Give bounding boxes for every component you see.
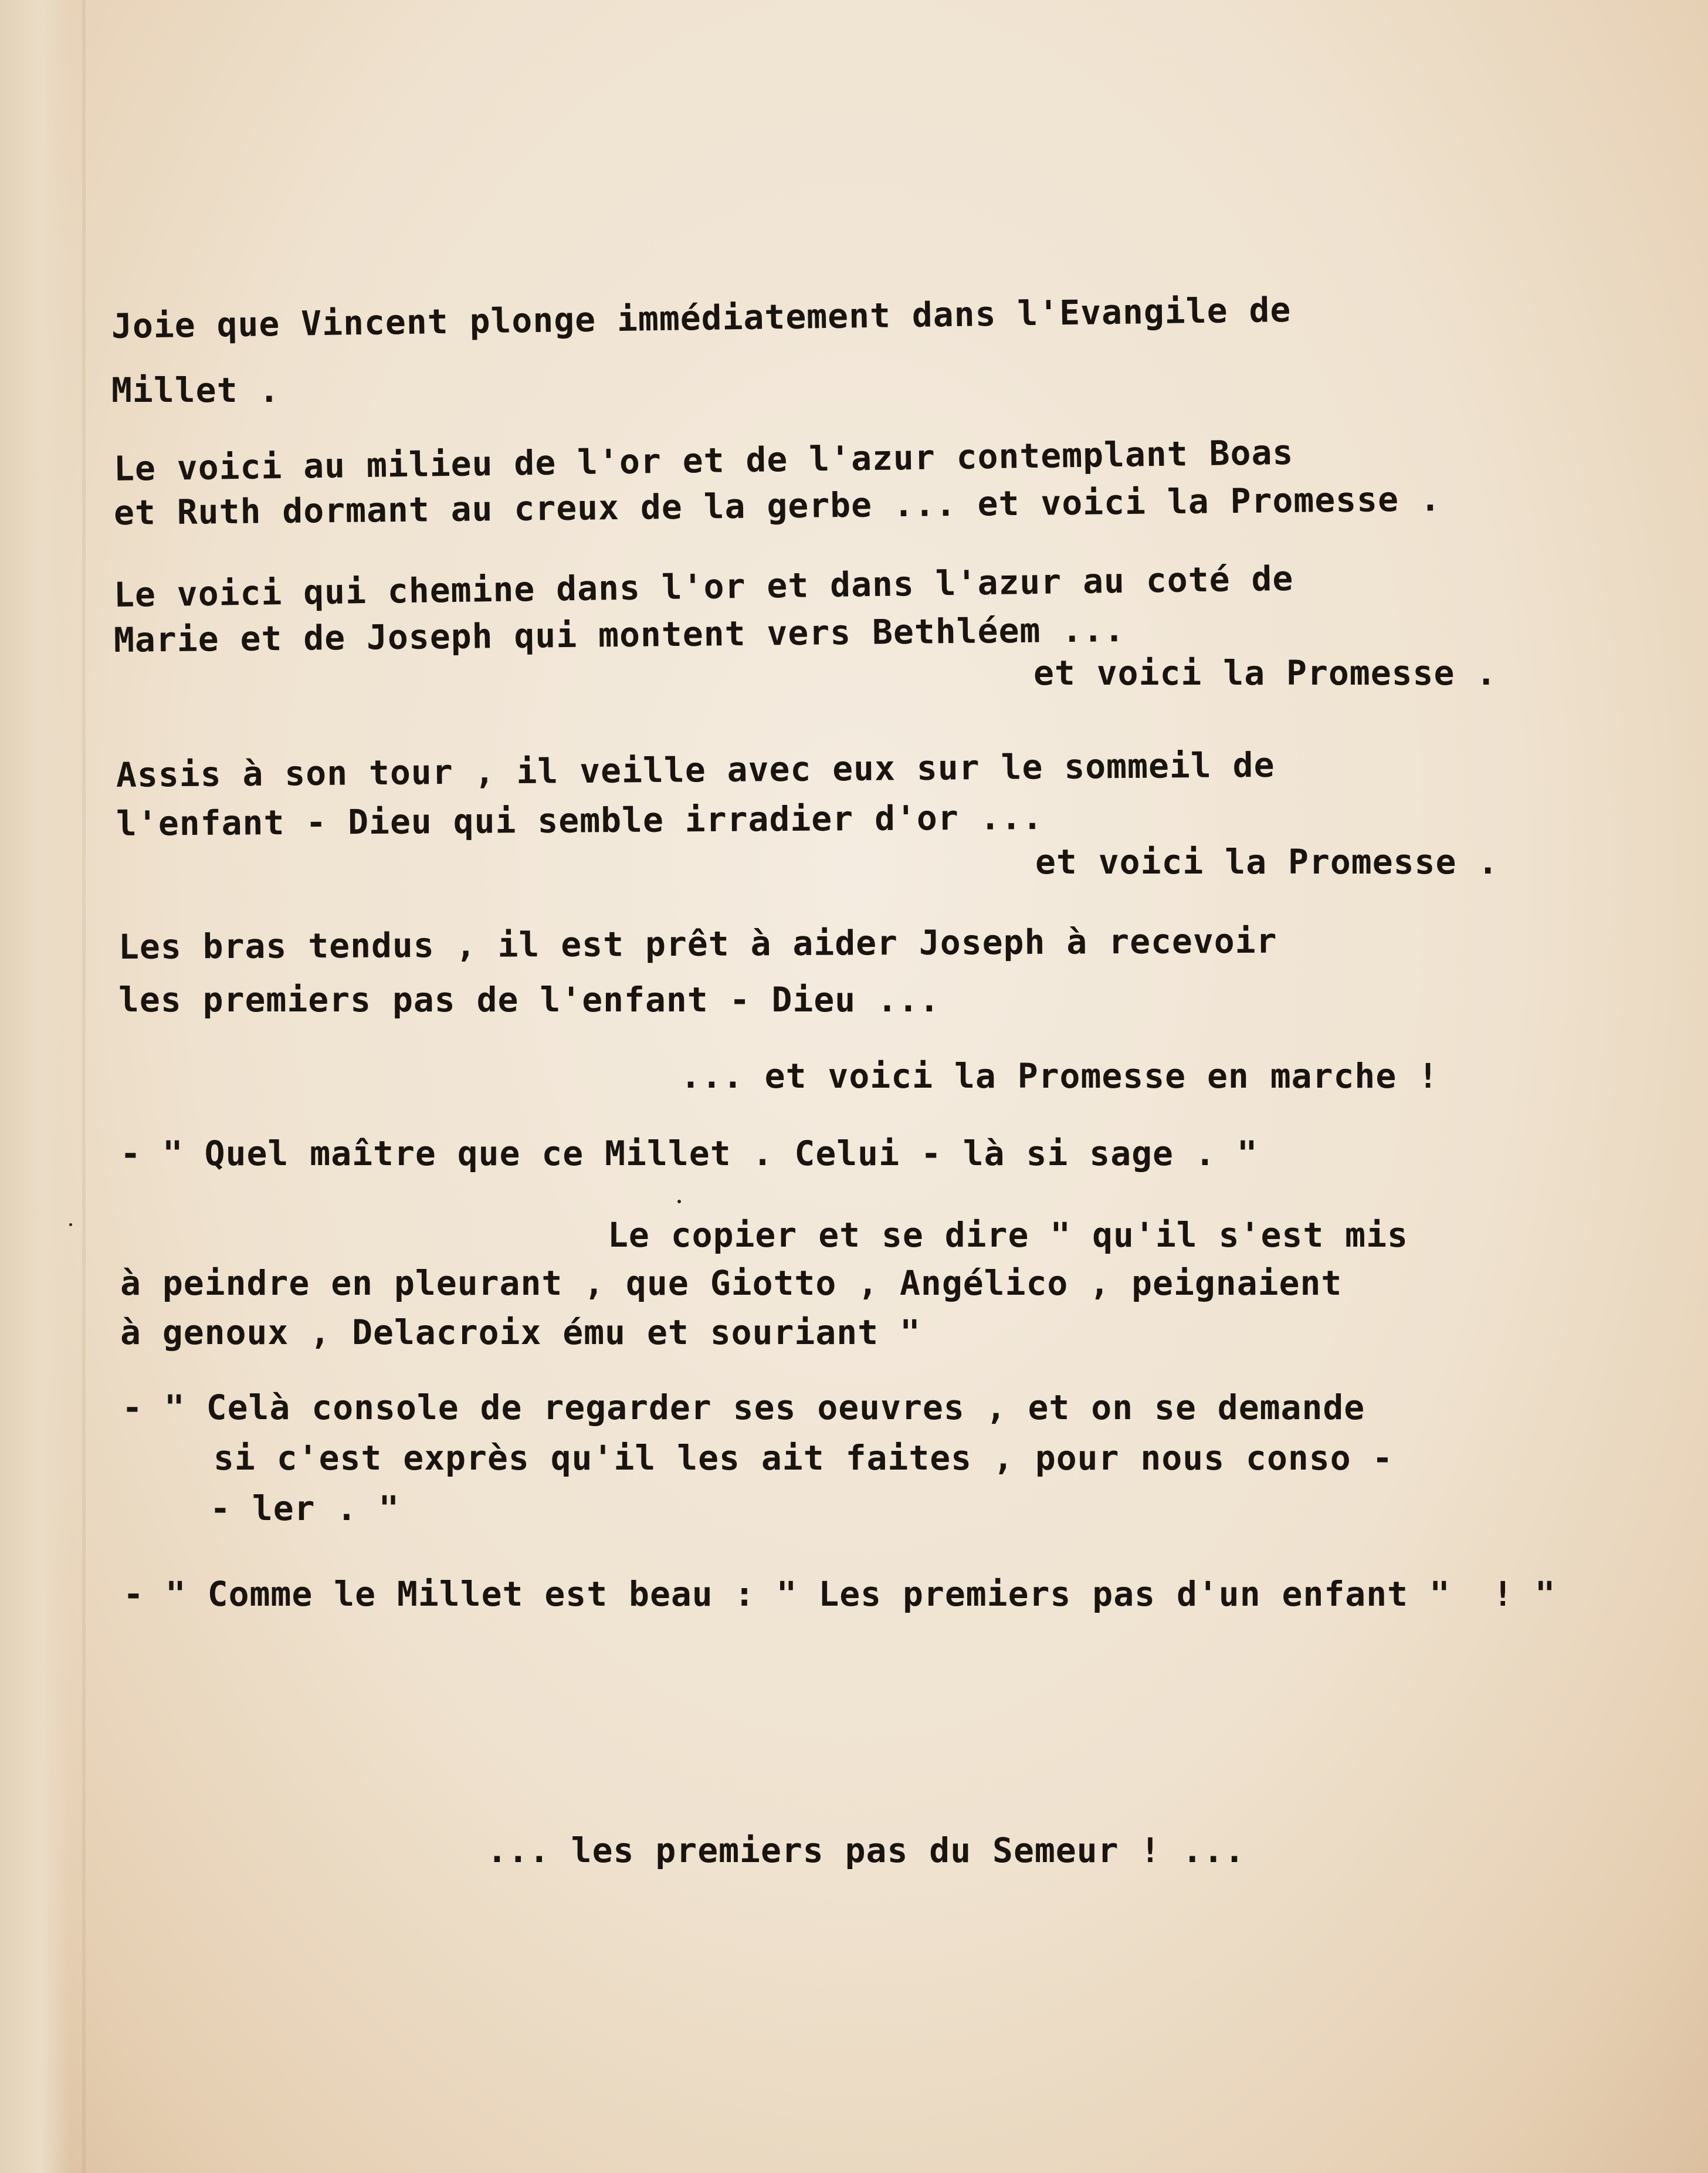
ink-speck	[69, 1223, 72, 1226]
text-line: ... et voici la Promesse en marche !	[680, 1056, 1439, 1096]
page-left-edge	[0, 0, 70, 2173]
text-line: l'enfant - Dieu qui semble irradier d'or ...	[116, 797, 1043, 844]
text-line: Le voici au milieu de l'or et de l'azur contemplant Boas	[113, 432, 1294, 489]
text-line: Les bras tendus , il est prêt à aider Joseph à recevoir	[118, 920, 1277, 967]
text-line: à genoux , Delacroix ému et souriant "	[120, 1312, 921, 1352]
ink-speck	[677, 1200, 681, 1203]
text-line: - " Celà console de regarder ses oeuvres , et on se demande	[122, 1387, 1365, 1427]
text-line: si c'est exprès qu'il les ait faites , pour nous conso -	[214, 1438, 1394, 1478]
text-line: les premiers pas de l'enfant - Dieu ...	[118, 980, 940, 1020]
text-line: - " Quel maître que ce Millet . Celui - là si sage . "	[120, 1133, 1258, 1173]
text-line: à peindre en pleurant , que Giotto , Angélico , peignaient	[120, 1263, 1343, 1303]
text-line: - " Comme le Millet est beau : " Les premiers pas d'un enfant " ! "	[123, 1574, 1556, 1614]
text-line: - ler . "	[210, 1488, 400, 1528]
text-line: Le voici qui chemine dans l'or et dans l'azur au coté de	[113, 558, 1294, 615]
text-line: et voici la Promesse .	[1033, 653, 1497, 693]
text-line: Joie que Vincent plonge immédiatement dans l'Evangile de	[111, 289, 1292, 346]
text-line: et Ruth dormant au creux de la gerbe ... et voici la Promesse .	[113, 479, 1442, 533]
text-line: ... les premiers pas du Semeur ! ...	[487, 1830, 1246, 1870]
binding-shadow	[82, 0, 86, 2173]
text-line: Assis à son tour , il veille avec eux sur le sommeil de	[116, 744, 1275, 795]
text-line: Millet .	[111, 370, 280, 410]
text-line: Le copier et se dire " qu'il s'est mis	[608, 1215, 1408, 1255]
text-line: Marie et de Joseph qui montent vers Bethléem ...	[113, 609, 1126, 660]
text-line: et voici la Promesse .	[1035, 842, 1499, 882]
